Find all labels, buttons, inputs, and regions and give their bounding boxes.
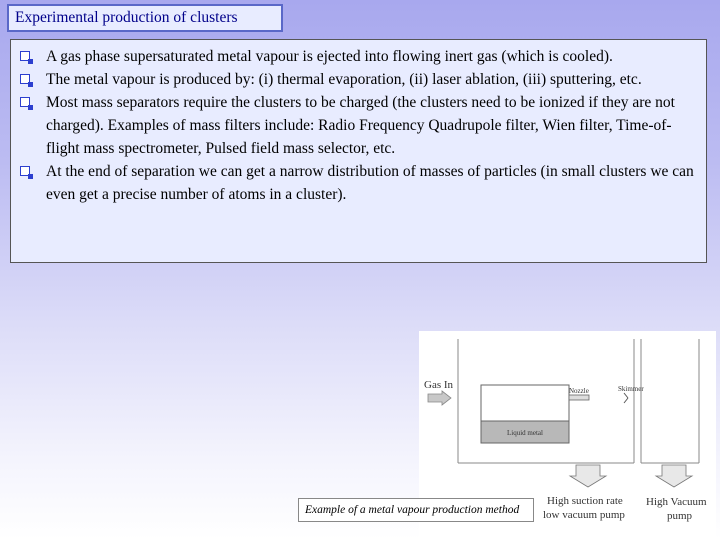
checkbox-bullet-icon bbox=[20, 74, 30, 84]
diagram-caption bbox=[298, 498, 534, 522]
suction-pump-label-line2: low vacuum pump bbox=[543, 509, 625, 521]
checkbox-bullet-icon bbox=[20, 166, 30, 176]
title-box bbox=[7, 4, 283, 32]
bullet-list bbox=[19, 45, 700, 206]
skimmer-label: Skimmer bbox=[618, 385, 644, 393]
skimmer-lower bbox=[624, 398, 628, 403]
vacuum-pump-arrow-icon bbox=[656, 465, 692, 487]
liquid-metal-label: Liquid metal bbox=[507, 429, 543, 437]
bullet-text: At the end of separation we can get a narrow distribution of masses of particles (in small clusters we can even get a precise number of atoms in a cluster). bbox=[46, 163, 694, 203]
suction-pump-arrow-icon bbox=[570, 465, 606, 487]
bullet-item bbox=[19, 160, 700, 206]
nozzle-shape bbox=[569, 395, 589, 400]
gas-inlet-arrow-icon bbox=[428, 391, 451, 405]
bullet-text: The metal vapour is produced by: (i) thermal evaporation, (ii) laser ablation, (iii) sputtering, etc. bbox=[46, 71, 642, 88]
suction-pump-label-line1: High suction rate bbox=[547, 495, 623, 507]
vacuum-pump-label-line1: High Vacuum bbox=[646, 496, 707, 508]
vacuum-pump-label-line2: pump bbox=[667, 510, 693, 522]
slide-title: Experimental production of clusters bbox=[15, 9, 238, 26]
bullet-text: Most mass separators require the clusters to be charged (the clusters need to be ionized if they are not charged). Examples of mass filters include: Radio Frequency Quadrupole filter, Wien filter, Time-of-flight mass spectrometer, Pulsed field mass selector, etc. bbox=[46, 94, 675, 157]
gas-in-label: Gas In bbox=[424, 379, 454, 391]
nozzle-label: Nozzle bbox=[569, 387, 589, 395]
bullet-item bbox=[19, 68, 700, 91]
bullet-item bbox=[19, 45, 700, 68]
content-box bbox=[10, 39, 707, 263]
bullet-item bbox=[19, 91, 700, 160]
skimmer-upper bbox=[624, 393, 628, 398]
bullet-text: A gas phase supersaturated metal vapour is ejected into flowing inert gas (which is cooled). bbox=[46, 48, 613, 65]
caption-text: Example of a metal vapour production method bbox=[305, 504, 520, 516]
checkbox-bullet-icon bbox=[20, 97, 30, 107]
checkbox-bullet-icon bbox=[20, 51, 30, 61]
